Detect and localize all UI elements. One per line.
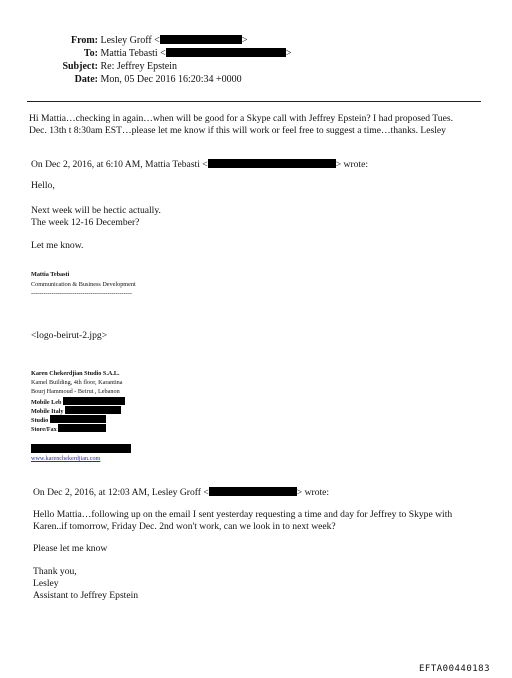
subject-label: Subject: — [62, 61, 98, 72]
header-date-row — [40, 73, 242, 86]
header-divider — [27, 101, 481, 102]
quote1-intro-suffix: > wrote: — [335, 159, 369, 170]
subject-value: Re: Jeffrey Epstein — [100, 61, 177, 72]
from-close: > — [241, 35, 248, 46]
quote2-sig-name: Lesley — [33, 578, 59, 589]
studio-website-link[interactable]: www.karenchekerdjian.com — [31, 455, 101, 462]
redaction-bar — [209, 487, 297, 496]
header-to-row — [40, 47, 291, 60]
from-value: Lesley Groff < — [100, 35, 160, 46]
quote1-hello: Hello, — [31, 180, 55, 191]
signature-title: Communication & Business Development — [31, 281, 136, 288]
from-label: From: — [70, 35, 98, 46]
header-subject-row — [40, 60, 177, 73]
message1-line1: Hi Mattia…checking in again…when will be good for a Skype call with Jeffrey Epstein? I had proposed Tues. — [29, 113, 453, 124]
signature-name: Mattia Tebasti — [31, 271, 70, 278]
header-from-row — [40, 34, 247, 47]
redaction-bar — [31, 444, 131, 453]
redaction-bar — [65, 406, 121, 414]
date-value: Mon, 05 Dec 2016 16:20:34 +0000 — [100, 74, 242, 85]
studio-phone-label: Studio — [31, 417, 49, 424]
quote2-sig-title: Assistant to Jeffrey Epstein — [33, 590, 139, 601]
redaction-bar — [166, 48, 286, 57]
quote2-line2: Karen..if tomorrow, Friday Dec. 2nd won't work, can we look in to next week? — [33, 521, 336, 532]
studio-fax-row — [31, 424, 106, 434]
to-close: > — [285, 48, 292, 59]
quote1-line1: Next week will be hectic actually. — [31, 205, 161, 216]
date-label: Date: — [74, 74, 98, 85]
storefax-label: Store/Fax — [31, 426, 57, 433]
mobile-italy-label: Mobile Italy — [31, 408, 64, 415]
studio-address2: Bourj Hammoud - Beirut , Lebanon — [31, 388, 120, 395]
to-value: Mattia Tebasti < — [100, 48, 166, 59]
quote1-intro — [31, 159, 368, 171]
bates-number: EFTA00440183 — [419, 664, 491, 674]
quote1-letmeknow: Let me know. — [31, 240, 84, 251]
redaction-bar — [160, 35, 242, 44]
to-label: To: — [83, 48, 98, 59]
signature-dashes: ------------------------------------------------- — [31, 290, 132, 297]
studio-name: Karen Chekerdjian Studio S.A.L. — [31, 370, 120, 377]
quote2-line1: Hello Mattia…following up on the email I sent yesterday requesting a time and day for Jeffrey to Skype with — [33, 509, 453, 520]
studio-address1: Kamel Building, 4th floor, Karantina — [31, 379, 123, 386]
logo-placeholder: <logo-beirut-2.jpg> — [31, 330, 108, 341]
quote2-intro-suffix: > wrote: — [296, 487, 330, 498]
quote1-intro-prefix: On Dec 2, 2016, at 6:10 AM, Mattia Tebasti < — [31, 159, 208, 170]
redaction-bar — [50, 415, 106, 423]
message1-line2: Dec. 13th t 8:30am EST…please let me know if this will work or feel free to suggest a time…thanks. Lesley — [29, 125, 446, 136]
redaction-bar — [208, 159, 336, 168]
quote2-please: Please let me know — [33, 543, 108, 554]
quote1-line2: The week 12-16 December? — [31, 217, 140, 228]
quote2-intro — [33, 487, 329, 499]
redaction-bar — [58, 424, 106, 432]
quote2-thanks: Thank you, — [33, 566, 77, 577]
quote2-intro-prefix: On Dec 2, 2016, at 12:03 AM, Lesley Groff < — [33, 487, 209, 498]
redaction-bar — [63, 397, 125, 405]
mobile-leb-label: Mobile Leb — [31, 399, 62, 406]
